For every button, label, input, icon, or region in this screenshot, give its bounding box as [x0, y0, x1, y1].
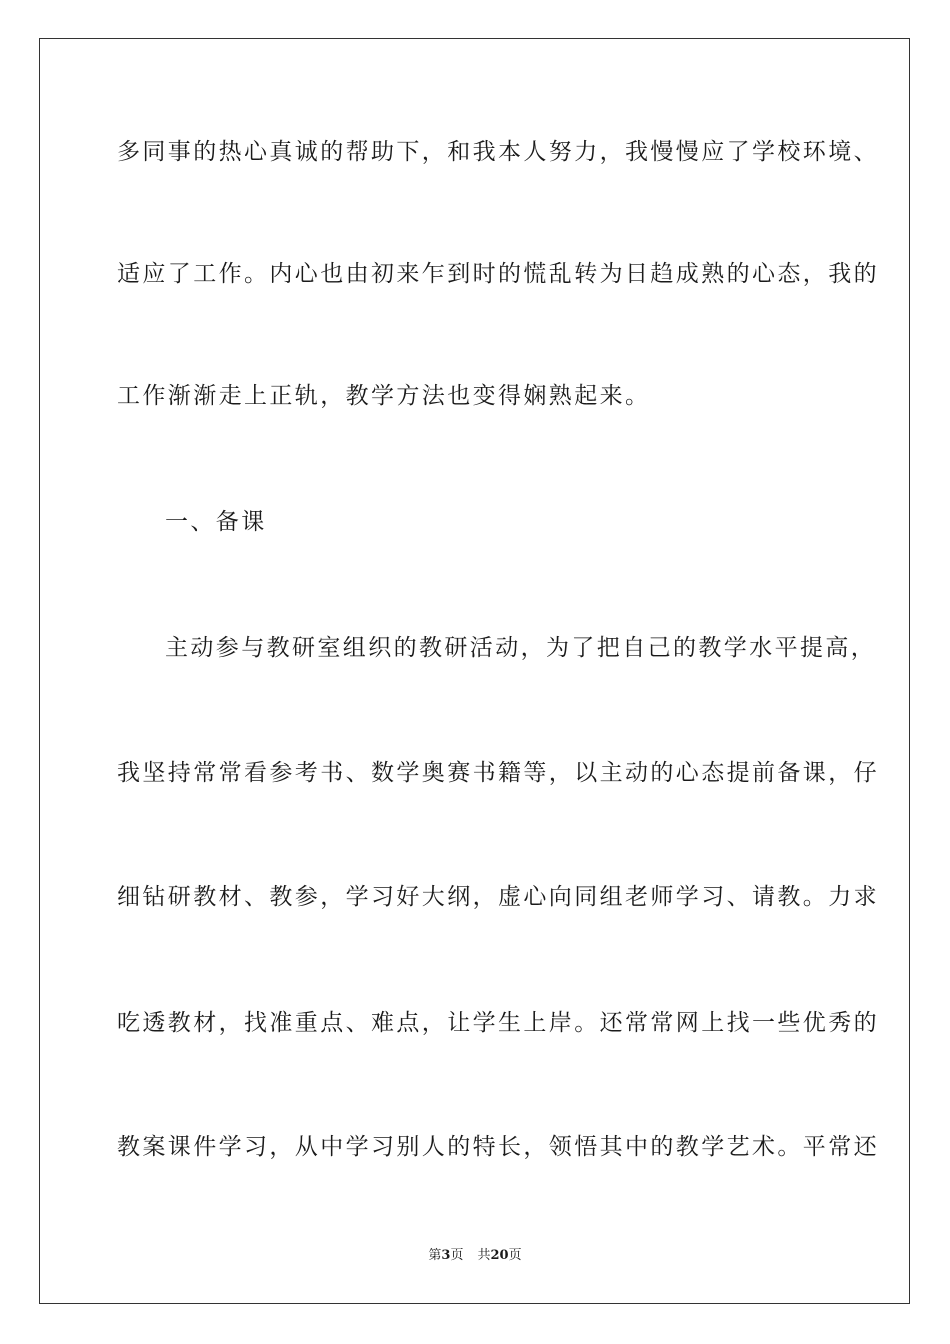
- paragraph-line-2: 适应了工作。内心也由初来乍到时的慌乱转为日趋成熟的心态，我的: [117, 261, 879, 287]
- page-number: 3: [441, 1248, 451, 1263]
- page-footer: [0, 1247, 950, 1265]
- paragraph-line-7: 吃透教材，找准重点、难点，让学生上岸。还常常网上找一些优秀的: [117, 1010, 879, 1036]
- total-pages: 20: [490, 1248, 509, 1263]
- paragraph-line-1: 多同事的热心真诚的帮助下，和我本人努力，我慢慢应了学校环境、: [117, 139, 879, 165]
- paragraph-line-8: 教案课件学习，从中学习别人的特长，领悟其中的教学艺术。平常还: [117, 1134, 879, 1160]
- total-suffix: 页: [508, 1248, 522, 1263]
- section-heading: 一、备课: [165, 509, 267, 535]
- paragraph-line-5: 我坚持常常看参考书、数学奥赛书籍等，以主动的心态提前备课，仔: [117, 760, 879, 786]
- total-prefix: 共: [477, 1248, 491, 1263]
- page-border: [39, 38, 910, 1304]
- paragraph-line-3: 工作渐渐走上正轨，教学方法也变得娴熟起来。: [117, 383, 651, 409]
- page-prefix: 第: [428, 1248, 442, 1263]
- page-suffix: 页: [450, 1248, 464, 1263]
- paragraph-line-4: 主动参与教研室组织的教研活动，为了把自己的教学水平提高，: [165, 635, 877, 661]
- paragraph-line-6: 细钻研教材、教参，学习好大纲，虚心向同组老师学习、请教。力求: [117, 884, 879, 910]
